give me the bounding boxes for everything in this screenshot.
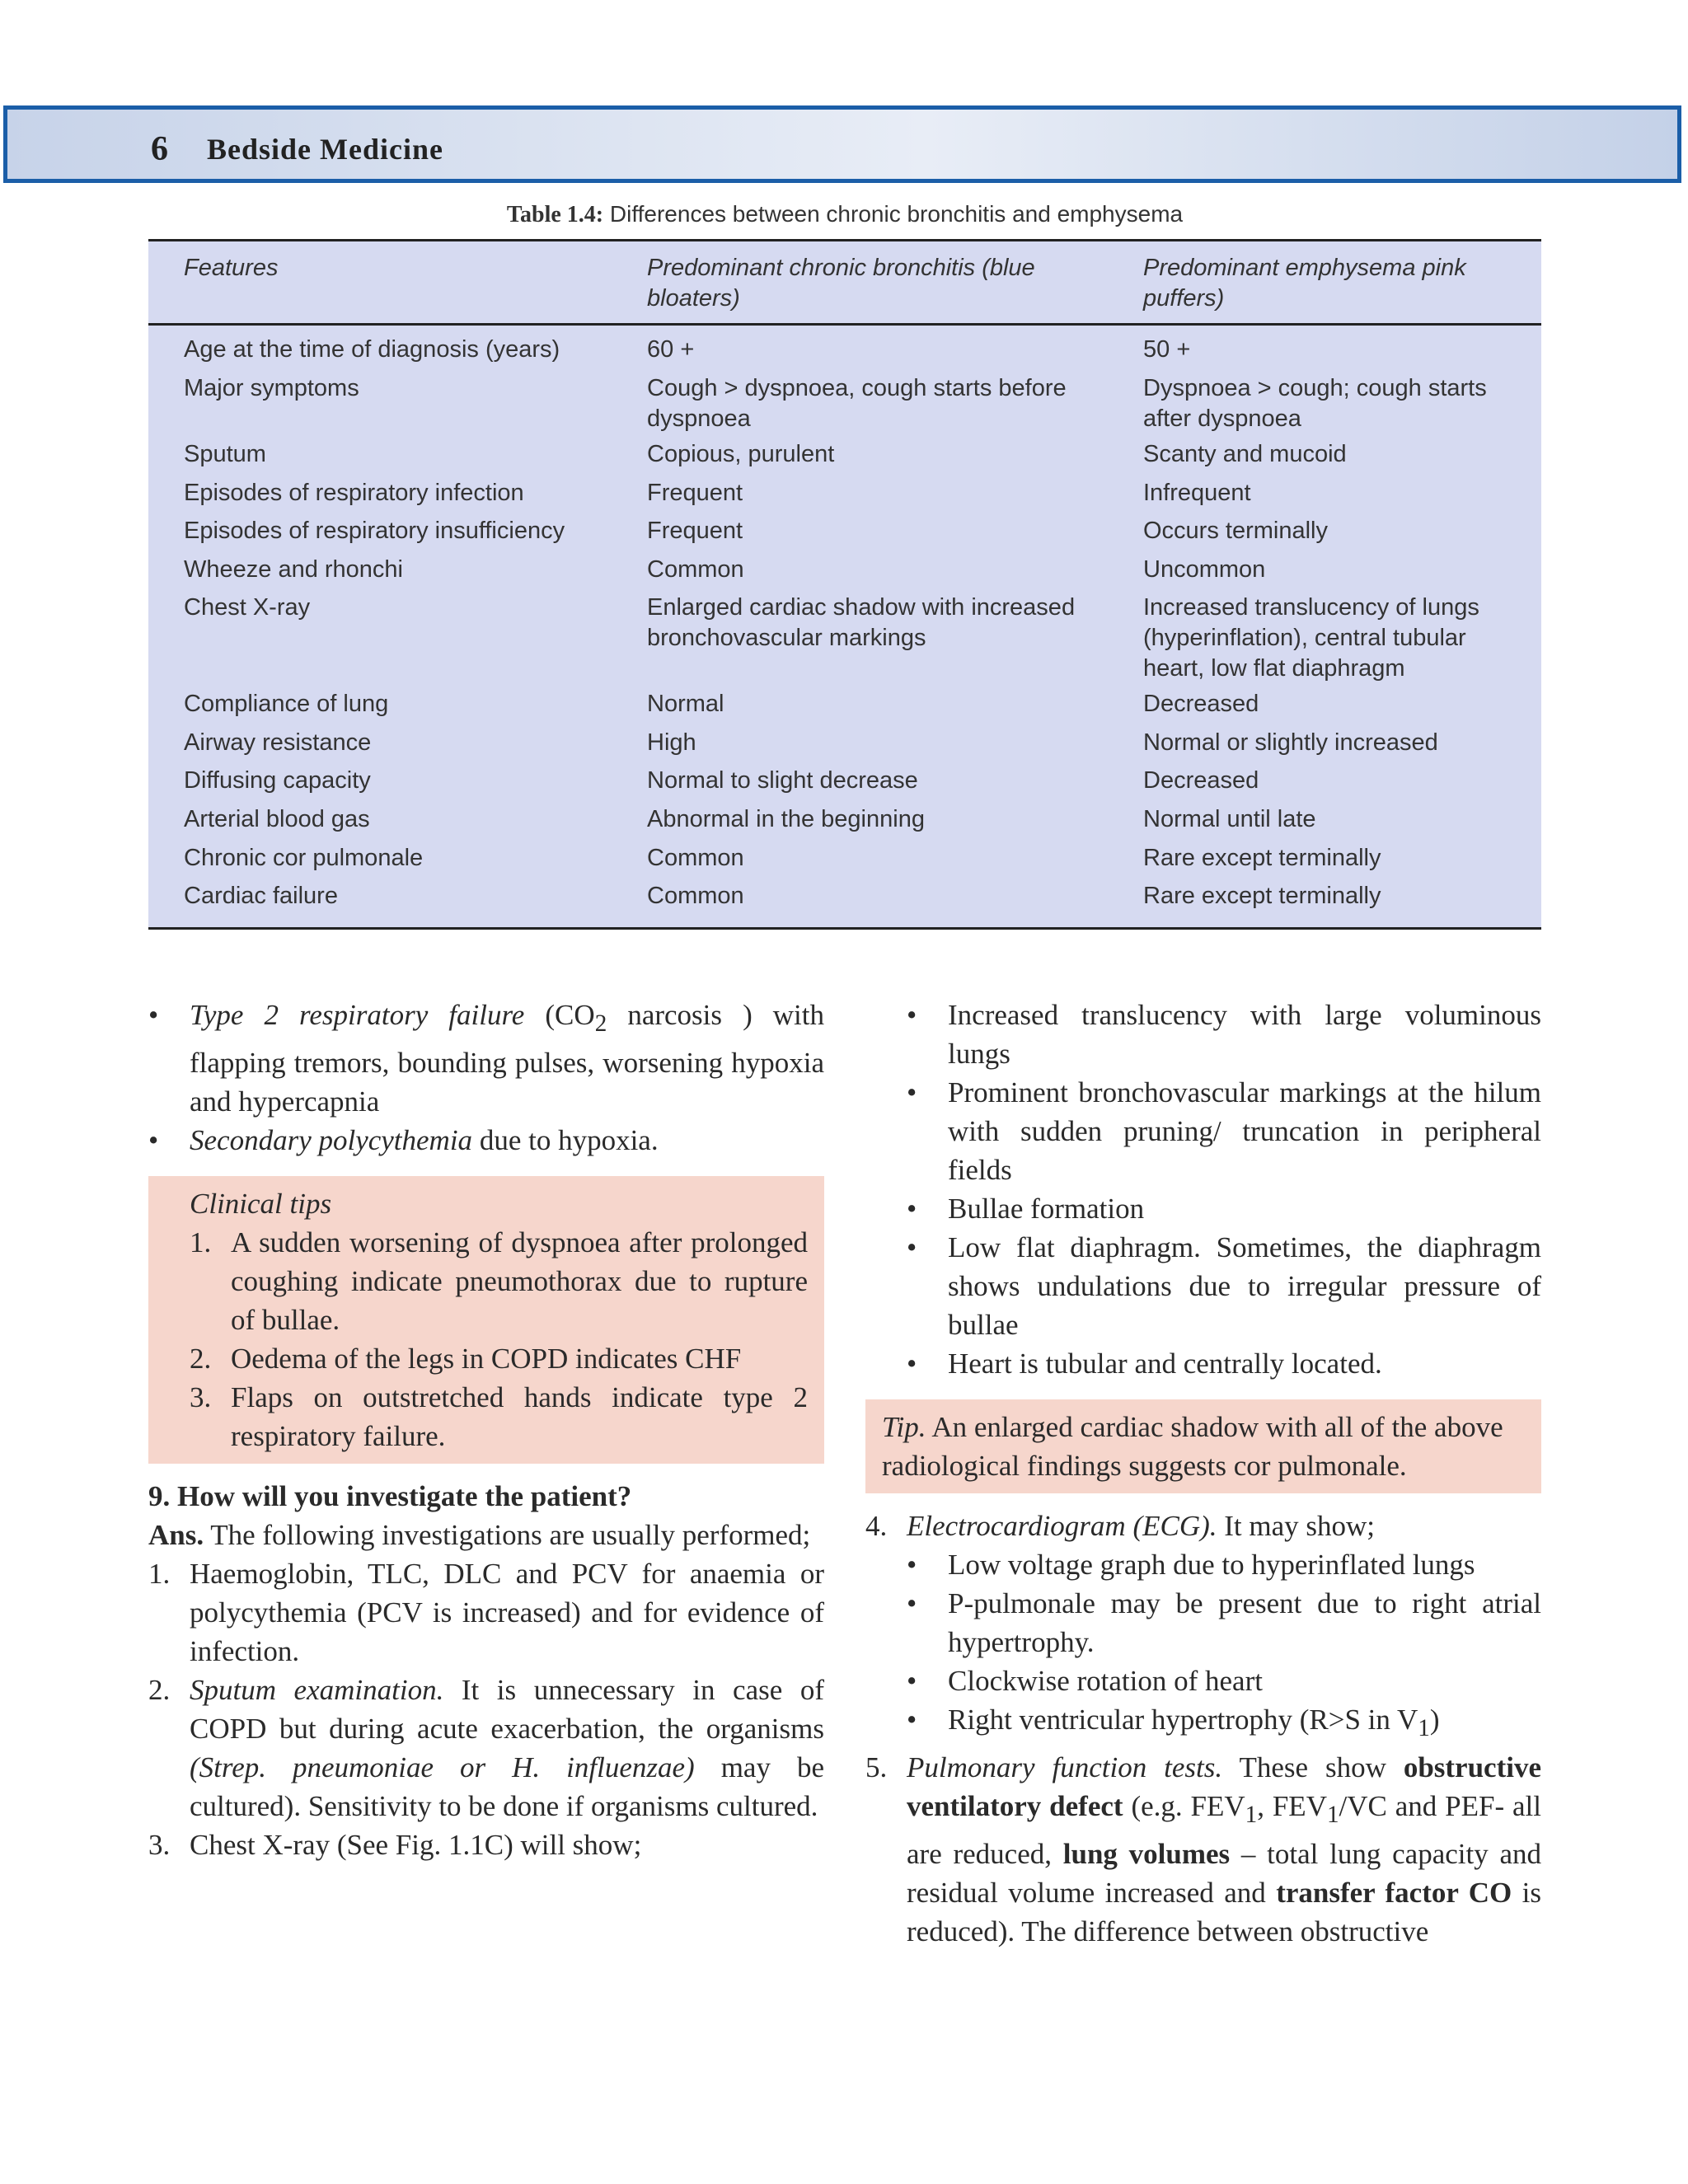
list-item: 3. Flaps on outstretched hands indicate type 2 respiratory failure.	[190, 1381, 808, 1452]
table-cell: Chronic cor pulmonale	[184, 845, 424, 871]
table-cell: Uncommon	[1143, 556, 1266, 583]
table-cell: Diffusing capacity	[184, 767, 371, 794]
list-item: 1. Haemoglobin, TLC, DLC and PCV for anaemia or polycythemia (PCV is increased) and for evidence of infection.	[148, 1558, 824, 1667]
list-item: • Heart is tubular and centrally located.	[865, 1344, 1541, 1383]
table-cell: Normal to slight decrease	[647, 767, 918, 794]
table-cell: Cough > dyspnoea, cough starts before dyspnoea	[647, 375, 1067, 432]
table-cell: Scanty and mucoid	[1143, 441, 1347, 467]
table-cell: Common	[647, 883, 744, 909]
tip-box: Tip. An enlarged cardiac shadow with all of the above radiological findings suggests cor pulmonale.	[865, 1399, 1541, 1493]
clinical-tips-box	[148, 1176, 824, 1464]
table-cell: Frequent	[647, 518, 743, 544]
table-header-cell: Predominant emphysema pink puffers)	[1143, 255, 1466, 312]
table-cell: Sputum	[184, 441, 266, 467]
table-cell: Cardiac failure	[184, 883, 338, 909]
table-cell: Occurs terminally	[1143, 518, 1328, 544]
list-item: • Type 2 respiratory failure ($CO_2$ narcosis ) with flapping tremors, bounding pulses, worsening hypoxia and hypercapnia	[148, 996, 824, 1121]
table-cell: Major symptoms	[184, 375, 359, 401]
table-cell: Rare except terminally	[1143, 883, 1381, 909]
table-cell: Infrequent	[1143, 480, 1251, 506]
list-item: • Low flat diaphragm. Sometimes, the diaphragm shows undulations due to irregular pressure of bullae	[865, 1228, 1541, 1344]
table-cell: Decreased	[1143, 691, 1259, 717]
list-item: 2. Oedema of the legs in COPD indicates CHF	[190, 1343, 742, 1375]
table-cell: Normal until late	[1143, 806, 1316, 832]
table-cell: Increased translucency of lungs (hyperinflation), central tubular heart, low flat diaphragm	[1143, 594, 1479, 682]
table-cell: High	[647, 729, 696, 756]
list-item: 3. Chest X-ray (See Fig. 1.1C) will show;	[148, 1829, 642, 1861]
table-cell: Normal or slightly increased	[1143, 729, 1438, 756]
list-item: • Clockwise rotation of heart	[865, 1661, 1541, 1700]
table-caption	[148, 201, 1541, 228]
table-cell: Common	[647, 556, 744, 583]
right-column	[865, 996, 1541, 1951]
table-header-cell: Predominant chronic bronchitis (blue bloaters)	[647, 255, 1035, 312]
table-cell: Normal	[647, 691, 724, 717]
list-item: 4. Electrocardiogram (ECG). It may show;	[865, 1510, 1376, 1542]
answer-intro: Ans. The following investigations are usually performed;	[148, 1519, 811, 1551]
question-heading: 9. How will you investigate the patient?	[148, 1480, 632, 1512]
table-cell: Copious, purulent	[647, 441, 835, 467]
table-cell: Age at the time of diagnosis (years)	[184, 336, 560, 363]
table-cell: Dyspnoea > cough; cough starts after dyspnoea	[1143, 375, 1487, 432]
table-cell: 60 +	[647, 336, 695, 363]
table-caption-text: Differences between chronic bronchitis and emphysema	[609, 201, 1184, 227]
table-cell: Wheeze and rhonchi	[184, 556, 403, 583]
table-header-row	[148, 241, 1541, 326]
list-item: • Low voltage graph due to hyperinflated lungs	[865, 1545, 1541, 1584]
table-cell: Common	[647, 845, 744, 871]
clinical-tips-title: Clinical tips	[190, 1188, 332, 1220]
list-item: • Bullae formation	[865, 1189, 1541, 1228]
list-item: • Right ventricular hypertrophy (R>S in $V_1$)	[865, 1700, 1541, 1748]
table-cell: Episodes of respiratory insufficiency	[184, 518, 565, 544]
table-header-cell: Features	[184, 255, 279, 281]
page-number: 6	[151, 130, 168, 168]
list-item: • Secondary polycythemia due to hypoxia.	[148, 1121, 824, 1160]
list-item: 1. A sudden worsening of dyspnoea after prolonged coughing indicate pneumothorax due to rupture of bullae.	[190, 1226, 808, 1336]
table-cell: Arterial blood gas	[184, 806, 370, 832]
table-cell: Rare except terminally	[1143, 845, 1381, 871]
table-cell: Abnormal in the beginning	[647, 806, 925, 832]
book-title: Bedside Medicine	[207, 133, 443, 166]
table-cell: 50 +	[1143, 336, 1191, 363]
table-cell: Decreased	[1143, 767, 1259, 794]
page-header	[3, 105, 1681, 183]
list-item: 5. Pulmonary function tests. These show obstructive ventilatory defect (e.g. $FEV_1$, $FEV_1/VC$ and PEF- all are reduced, lung volumes – total lung capacity and residual volume increased and transfer factor CO is reduced). The difference between obstructive	[865, 1751, 1542, 1947]
table-caption-label: Table 1.4:	[506, 202, 604, 227]
list-item: • Increased translucency with large voluminous lungs	[865, 996, 1541, 1073]
table-cell: Frequent	[647, 480, 743, 506]
left-column	[148, 996, 824, 1864]
table-cell: Compliance of lung	[184, 691, 389, 717]
table-cell: Chest X-ray	[184, 594, 311, 621]
table-cell: Enlarged cardiac shadow with increased bronchovascular markings	[647, 594, 1076, 651]
table-cell: Airway resistance	[184, 729, 372, 756]
table-cell: Episodes of respiratory infection	[184, 480, 524, 506]
list-item: • Prominent bronchovascular markings at the hilum with sudden pruning/ truncation in peripheral fields	[865, 1073, 1541, 1189]
comparison-table	[148, 239, 1541, 930]
list-item: 2. Sputum examination. It is unnecessary in case of COPD but during acute exacerbation, the organisms (Strep. pneumoniae or H. influenzae) may be cultured). Sensitivity to be done if organisms cultured.	[148, 1674, 824, 1822]
list-item: • P-pulmonale may be present due to right atrial hypertrophy.	[865, 1584, 1541, 1661]
